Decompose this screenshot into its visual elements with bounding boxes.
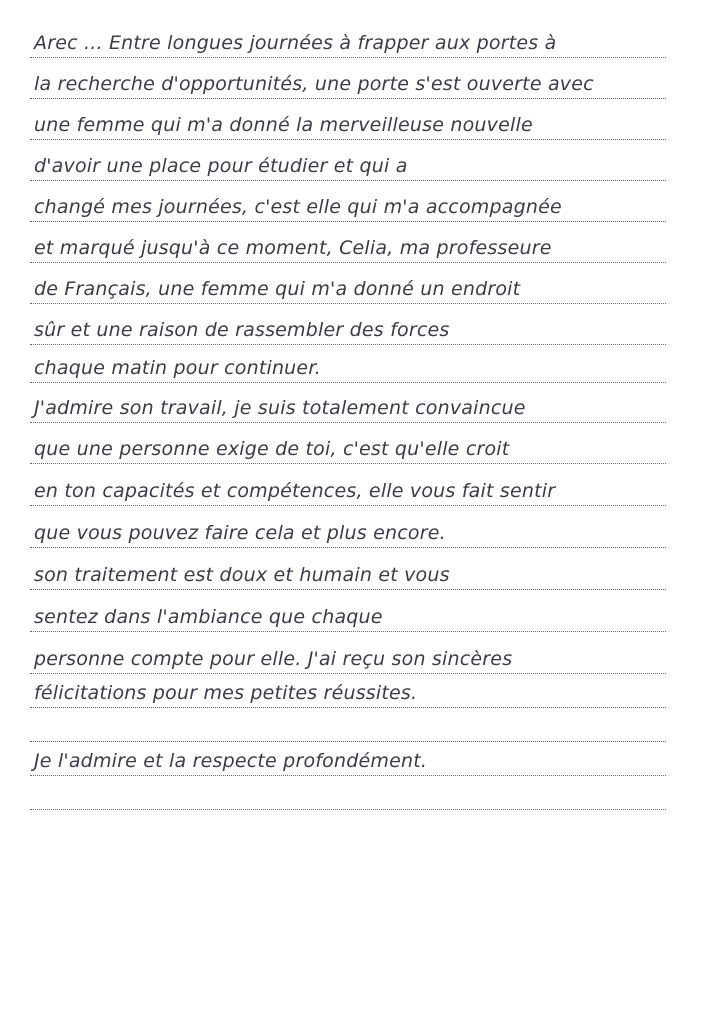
line-text: chaque matin pour continuer. [34, 357, 321, 379]
text-line [30, 552, 666, 590]
line-text: personne compte pour elle. J'ai reçu son sincères [34, 648, 513, 670]
text-line [30, 266, 666, 304]
line-text: et marqué jusqu'à ce moment, Celia, ma professeure [34, 237, 552, 259]
line-text: que une personne exige de toi, c'est qu'elle croit [34, 438, 510, 460]
line-text: J'admire son travail, je suis totalement convaincue [34, 397, 526, 419]
line-text: changé mes journées, c'est elle qui m'a accompagnée [34, 196, 562, 218]
text-line [30, 468, 666, 506]
line-text: son traitement est doux et humain et vous [34, 564, 450, 586]
text-line [30, 594, 666, 632]
line-text: en ton capacités et compétences, elle vous fait sentir [34, 480, 556, 502]
text-line [30, 61, 666, 99]
line-text: la recherche d'opportunités, une porte s'est ouverte avec [34, 73, 594, 95]
text-line [30, 738, 666, 776]
text-line [30, 636, 666, 674]
text-line [30, 184, 666, 222]
line-text: sentez dans l'ambiance que chaque [34, 606, 383, 628]
empty-line [30, 772, 666, 810]
text-line [30, 102, 666, 140]
text-line [30, 143, 666, 181]
text-line [30, 510, 666, 548]
line-text: félicitations pour mes petites réussites. [34, 682, 418, 704]
text-line [30, 20, 666, 58]
line-text: Je l'admire et la respecte profondément. [34, 750, 428, 772]
text-line [30, 426, 666, 464]
line-text: d'avoir une place pour étudier et qui a [34, 155, 408, 177]
empty-line [30, 704, 666, 742]
text-line [30, 670, 666, 708]
text-line [30, 345, 666, 383]
line-text: Arec ... Entre longues journées à frapper aux portes à [34, 32, 557, 54]
text-line [30, 385, 666, 423]
text-line [30, 307, 666, 345]
line-text: de Français, une femme qui m'a donné un endroit [34, 278, 521, 300]
line-text: que vous pouvez faire cela et plus encore. [34, 522, 446, 544]
line-text: une femme qui m'a donné la merveilleuse nouvelle [34, 114, 533, 136]
text-line [30, 225, 666, 263]
line-text: sûr et une raison de rassembler des forces [34, 319, 450, 341]
